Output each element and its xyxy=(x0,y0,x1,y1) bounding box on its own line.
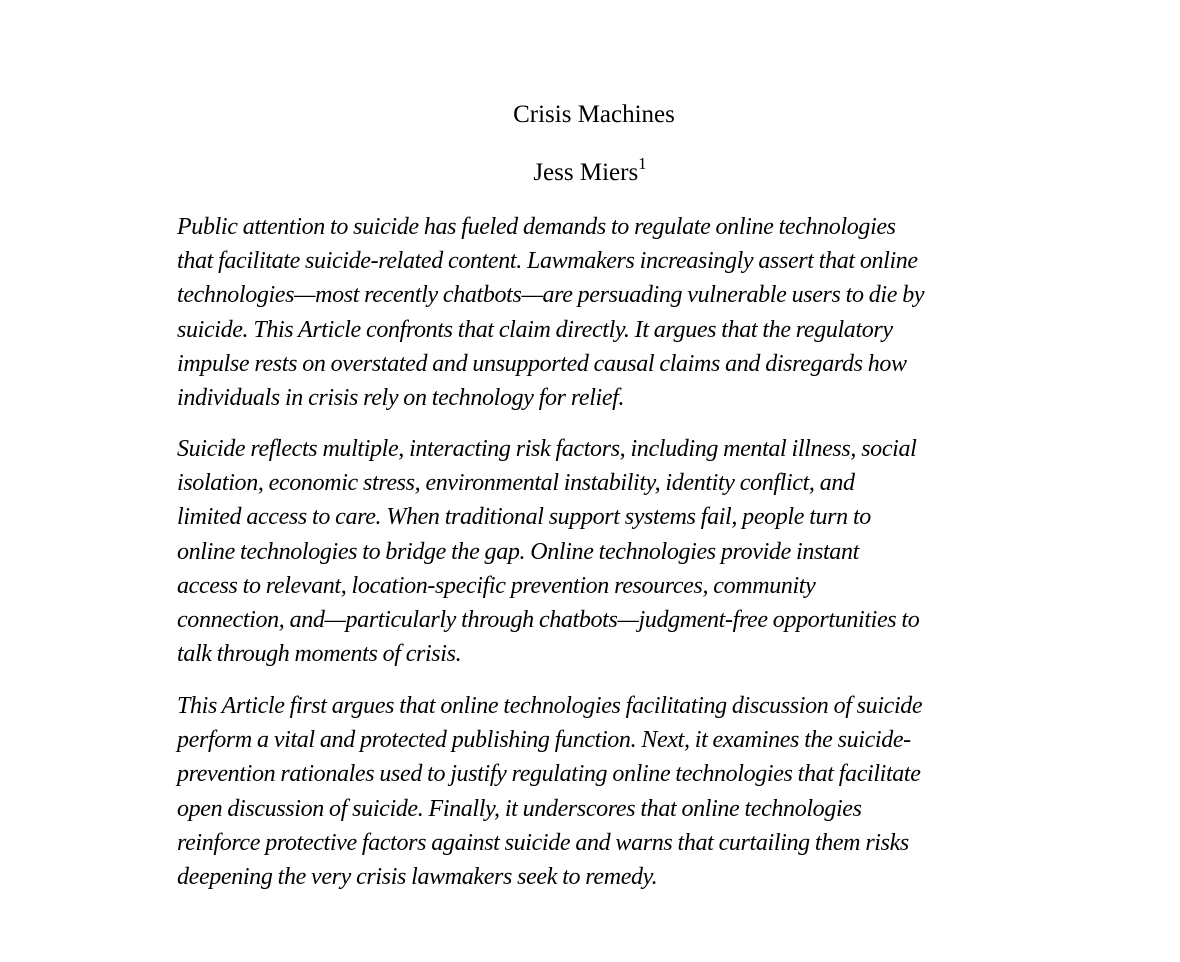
abstract-paragraph-3 xyxy=(177,689,1037,894)
abstract-line: technologies—most recently chatbots—are persuading vulnerable users to die by xyxy=(177,282,925,309)
abstract-line: access to relevant, location-specific prevention resources, community xyxy=(177,572,816,599)
abstract-line: connection, and—particularly through chatbots—judgment-free opportunities to xyxy=(177,606,920,633)
abstract-paragraph-1 xyxy=(177,210,1037,415)
abstract-line: suicide. This Article confronts that claim directly. It argues that the regulatory xyxy=(177,316,893,343)
abstract-line: limited access to care. When traditional support systems fail, people turn to xyxy=(177,504,871,531)
abstract-line: talk through moments of crisis. xyxy=(177,641,462,668)
abstract-line: prevention rationales used to justify regulating online technologies that facilitate xyxy=(177,761,921,788)
abstract-line: isolation, economic stress, environmental instability, identity conflict, and xyxy=(177,470,855,497)
abstract-line: Public attention to suicide has fueled demands to regulate online technologies xyxy=(177,214,896,240)
abstract-line: Suicide reflects multiple, interacting risk factors, including mental illness, social xyxy=(177,436,917,462)
footnote-marker[interactable]: 1 xyxy=(638,153,647,173)
abstract-paragraph-2 xyxy=(177,432,1037,671)
author-line xyxy=(0,153,1180,188)
abstract-line: deepening the very crisis lawmakers seek to remedy. xyxy=(177,863,658,890)
abstract-line: that facilitate suicide-related content. Lawmakers increasingly assert that online xyxy=(177,248,918,275)
abstract-line: online technologies to bridge the gap. Online technologies provide instant xyxy=(177,538,859,565)
abstract-line: This Article first argues that online technologies facilitating discussion of suicide xyxy=(177,693,923,719)
abstract-line: perform a vital and protected publishing function. Next, it examines the suicide- xyxy=(177,727,911,754)
abstract-line: impulse rests on overstated and unsupported causal claims and disregards how xyxy=(177,350,907,377)
document-title: Crisis Machines xyxy=(513,101,675,128)
abstract-line: open discussion of suicide. Finally, it underscores that online technologies xyxy=(177,795,862,822)
author-name: Jess Miers xyxy=(533,159,639,186)
abstract-line: reinforce protective factors against suicide and warns that curtailing them risks xyxy=(177,829,909,856)
abstract-line: individuals in crisis rely on technology for relief. xyxy=(177,384,625,411)
